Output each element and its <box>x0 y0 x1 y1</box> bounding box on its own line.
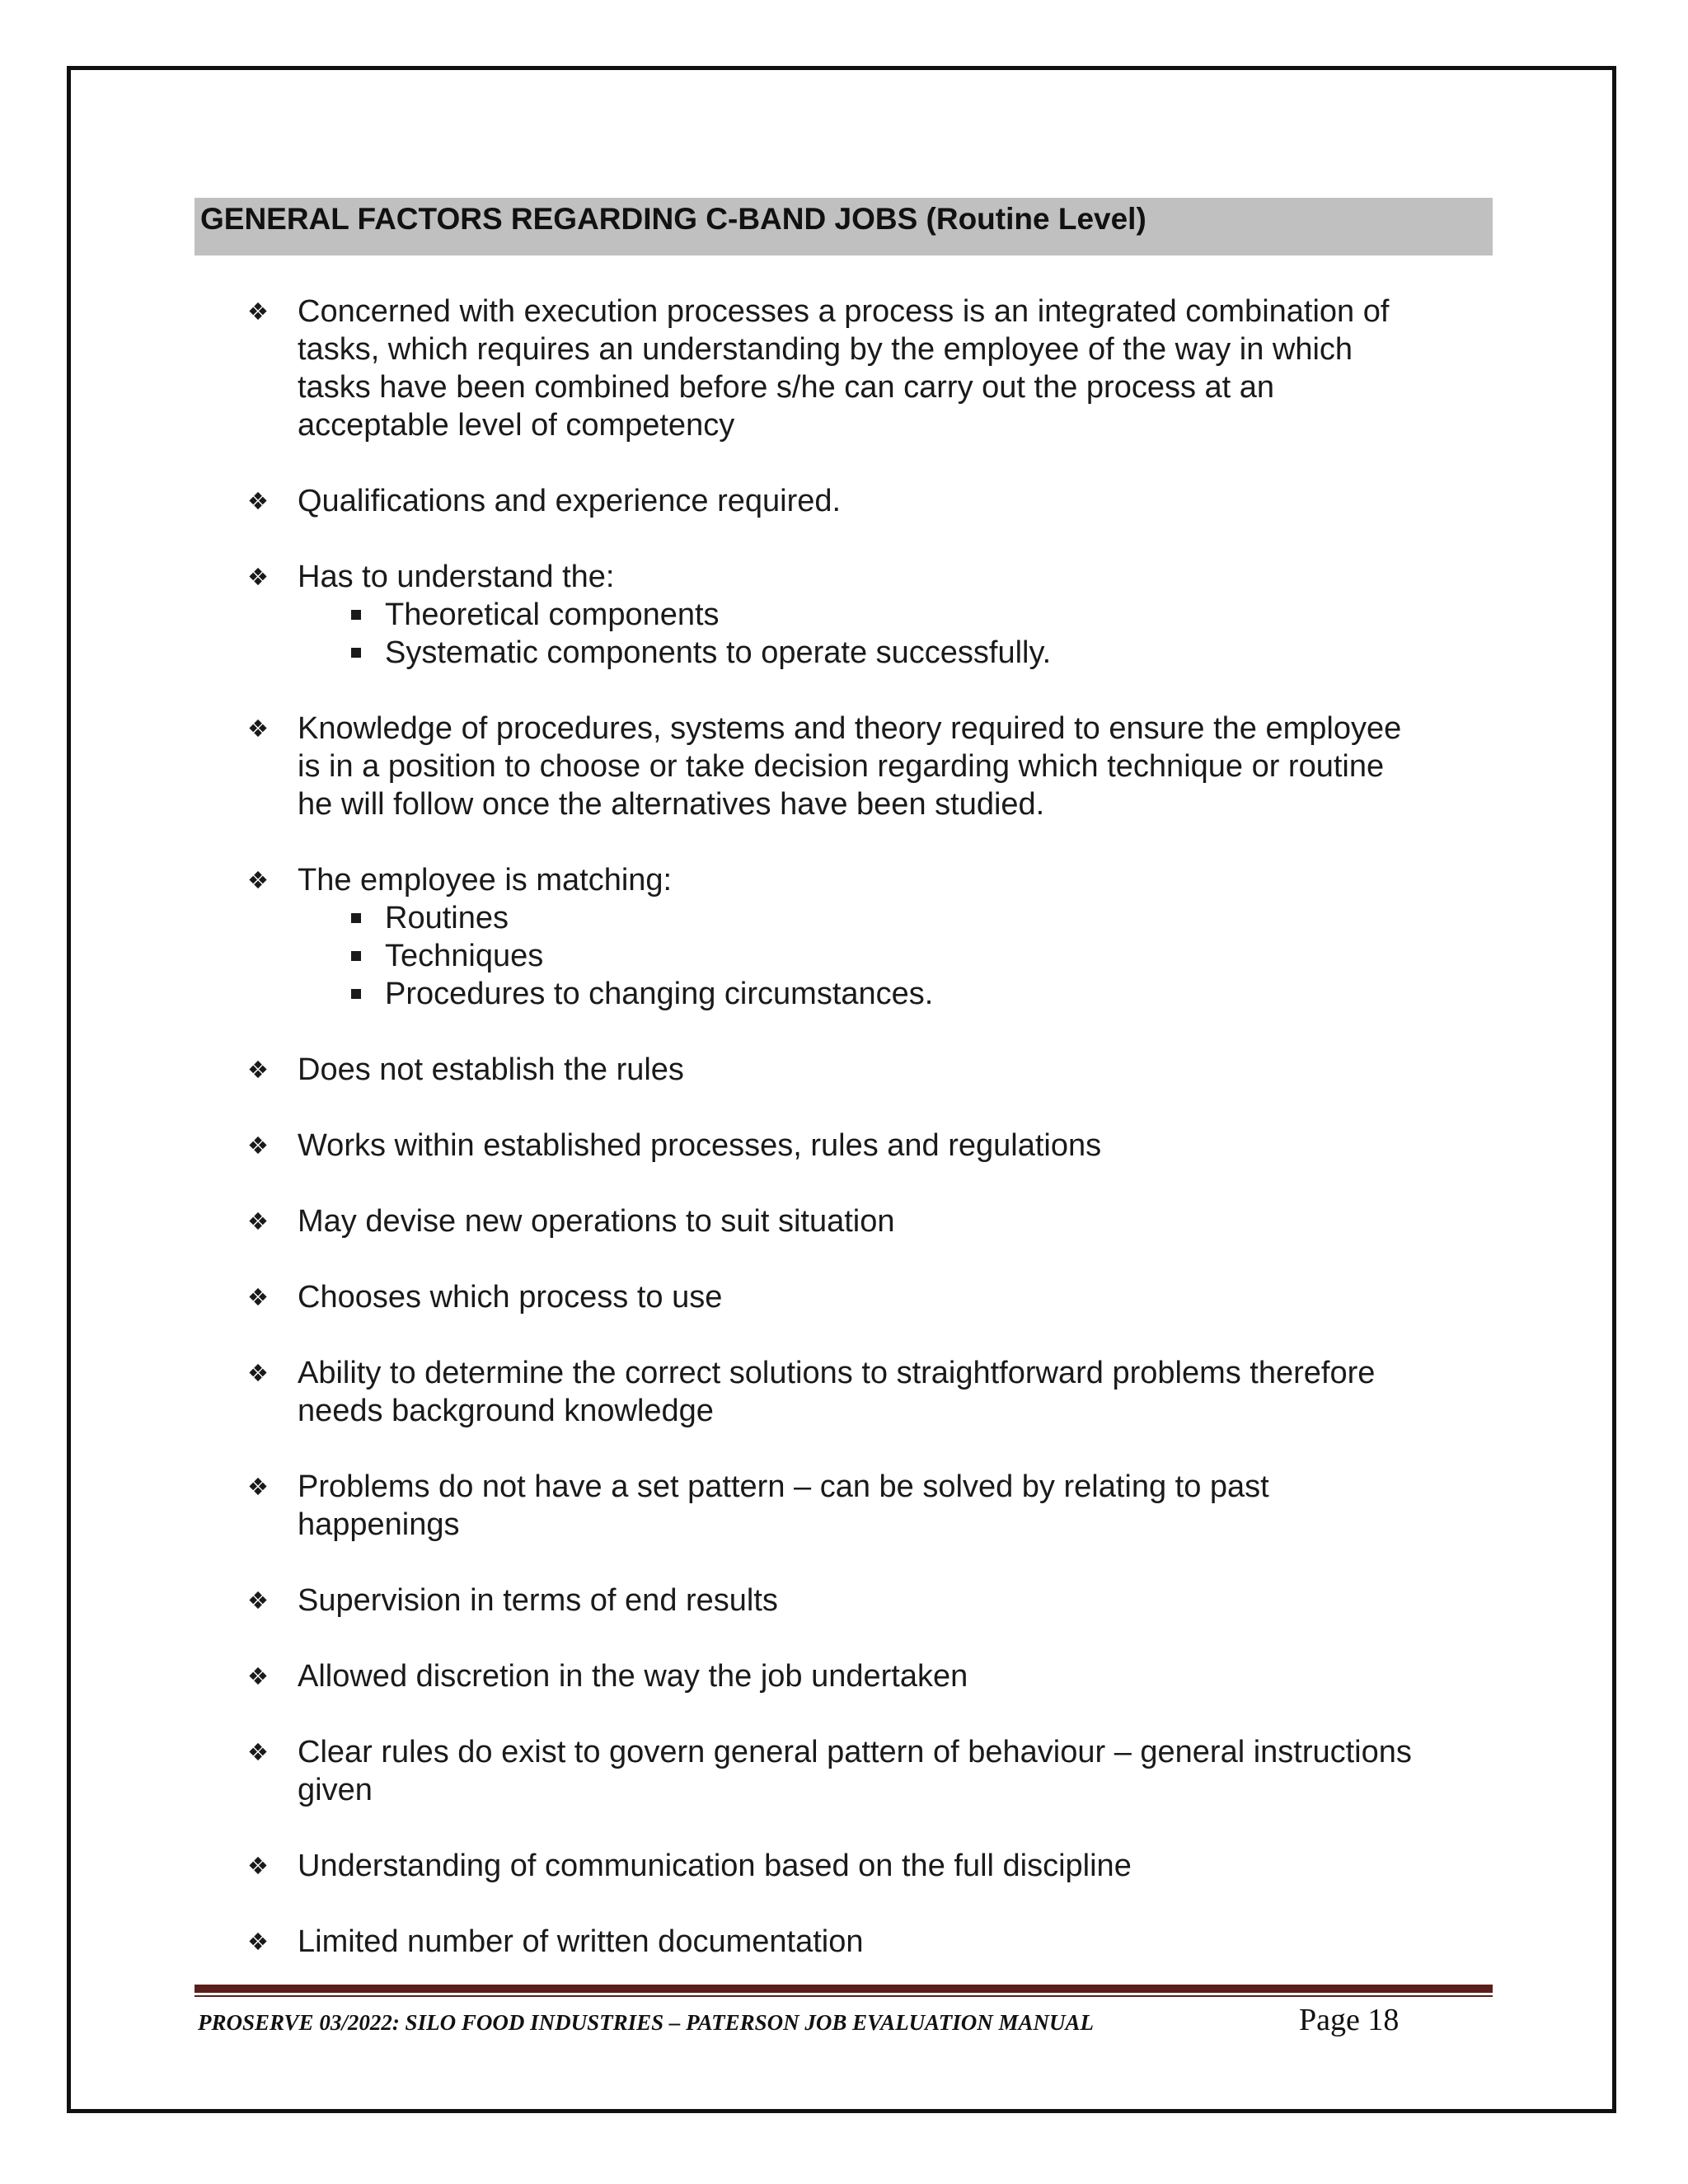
sub-bullet-text: Routines <box>385 901 509 935</box>
sub-bullet-text: Procedures to changing circumstances. <box>385 977 934 1011</box>
bullet-text-line: Concerned with execution processes a process is an integrated combination of <box>298 294 1390 329</box>
sub-bullet-item <box>298 899 1500 937</box>
footer-page-number: Page 18 <box>1299 2003 1400 2037</box>
footer-rule <box>195 1985 1493 1993</box>
sub-bullet-item <box>298 596 1500 634</box>
square-icon <box>351 913 361 923</box>
bullet-text-line: Knowledge of procedures, systems and theory required to ensure the employee <box>298 711 1402 746</box>
bullet-item <box>247 293 1500 444</box>
bullet-text-line: given <box>298 1773 373 1807</box>
bullet-text-line: Chooses which process to use <box>298 1280 723 1315</box>
four-diamond-icon: ❖ <box>247 487 269 515</box>
bullet-text-line: Does not establish the rules <box>298 1052 684 1087</box>
four-diamond-icon: ❖ <box>247 1928 269 1956</box>
sub-bullet-text: Techniques <box>385 939 544 973</box>
sub-bullet-list <box>298 899 1500 1013</box>
square-icon <box>351 989 361 999</box>
square-icon <box>351 610 361 620</box>
bullet-text-line: he will follow once the alternatives have been studied. <box>298 787 1045 822</box>
bullet-item <box>247 1127 1500 1165</box>
four-diamond-icon: ❖ <box>247 1056 269 1084</box>
bullet-text-line: tasks, which requires an understanding by the employee of the way in which <box>298 332 1353 367</box>
bullet-text-line: acceptable level of competency <box>298 408 735 443</box>
four-diamond-icon: ❖ <box>247 715 269 743</box>
bullet-item <box>247 1468 1500 1544</box>
bullet-text-line: tasks have been combined before s/he can carry out the process at an <box>298 370 1275 405</box>
four-diamond-icon: ❖ <box>247 1132 269 1160</box>
footer-rule-thin <box>195 1995 1493 1997</box>
sub-bullet-list <box>298 596 1500 672</box>
bullet-text-line: May devise new operations to suit situation <box>298 1204 895 1239</box>
bullet-text-line: Understanding of communication based on the full discipline <box>298 1849 1132 1883</box>
four-diamond-icon: ❖ <box>247 1473 269 1501</box>
four-diamond-icon: ❖ <box>247 1586 269 1615</box>
bullet-text-line: is in a position to choose or take decision regarding which technique or routine <box>298 749 1385 784</box>
bullet-text-line: Qualifications and experience required. <box>298 484 842 518</box>
bullet-item <box>247 1847 1500 1885</box>
bullet-list <box>247 293 1500 1961</box>
bullet-item <box>247 558 1500 672</box>
bullet-item <box>247 1051 1500 1089</box>
bullet-text-line: Allowed discretion in the way the job undertaken <box>298 1659 968 1694</box>
sub-bullet-item <box>298 975 1500 1013</box>
bullet-item <box>247 1733 1500 1809</box>
square-icon <box>351 951 361 961</box>
bullet-text-line: Clear rules do exist to govern general pattern of behaviour – general instructions <box>298 1735 1412 1769</box>
sub-bullet-text: Theoretical components <box>385 598 720 632</box>
bullet-text-line: Works within established processes, rules and regulations <box>298 1128 1102 1163</box>
four-diamond-icon: ❖ <box>247 1738 269 1766</box>
bullet-text-line: Has to understand the: <box>298 560 615 594</box>
four-diamond-icon: ❖ <box>247 1852 269 1880</box>
bullet-text-line: Ability to determine the correct solutions to straightforward problems therefore <box>298 1356 1376 1390</box>
section-heading-bar <box>195 198 1493 255</box>
bullet-text-line: Limited number of written documentation <box>298 1924 864 1959</box>
bullet-item <box>247 1278 1500 1316</box>
bullet-item <box>247 1582 1500 1619</box>
four-diamond-icon: ❖ <box>247 1359 269 1387</box>
bullet-item <box>247 1202 1500 1240</box>
bullet-text-line: needs background knowledge <box>298 1394 714 1428</box>
bullet-item <box>247 482 1500 520</box>
bullet-item <box>247 1923 1500 1961</box>
section-heading: GENERAL FACTORS REGARDING C-BAND JOBS (Routine Level) <box>200 202 1146 236</box>
square-icon <box>351 648 361 658</box>
bullet-text-line: Supervision in terms of end results <box>298 1583 778 1618</box>
four-diamond-icon: ❖ <box>247 563 269 591</box>
bullet-text-line: The employee is matching: <box>298 863 673 898</box>
bullet-item <box>247 1657 1500 1695</box>
footer-document-title: PROSERVE 03/2022: SILO FOOD INDUSTRIES – PATERSON JOB EVALUATION MANUAL <box>198 2010 1094 2035</box>
sub-bullet-item <box>298 634 1500 672</box>
four-diamond-icon: ❖ <box>247 1662 269 1690</box>
four-diamond-icon: ❖ <box>247 298 269 326</box>
four-diamond-icon: ❖ <box>247 866 269 894</box>
sub-bullet-item <box>298 937 1500 975</box>
four-diamond-icon: ❖ <box>247 1207 269 1235</box>
bullet-text-line: Problems do not have a set pattern – can be solved by relating to past <box>298 1469 1269 1504</box>
bullet-item <box>247 861 1500 1013</box>
sub-bullet-text: Systematic components to operate successfully. <box>385 635 1052 670</box>
bullet-item <box>247 710 1500 823</box>
four-diamond-icon: ❖ <box>247 1283 269 1311</box>
bullet-text-line: happenings <box>298 1507 460 1542</box>
bullet-item <box>247 1354 1500 1430</box>
